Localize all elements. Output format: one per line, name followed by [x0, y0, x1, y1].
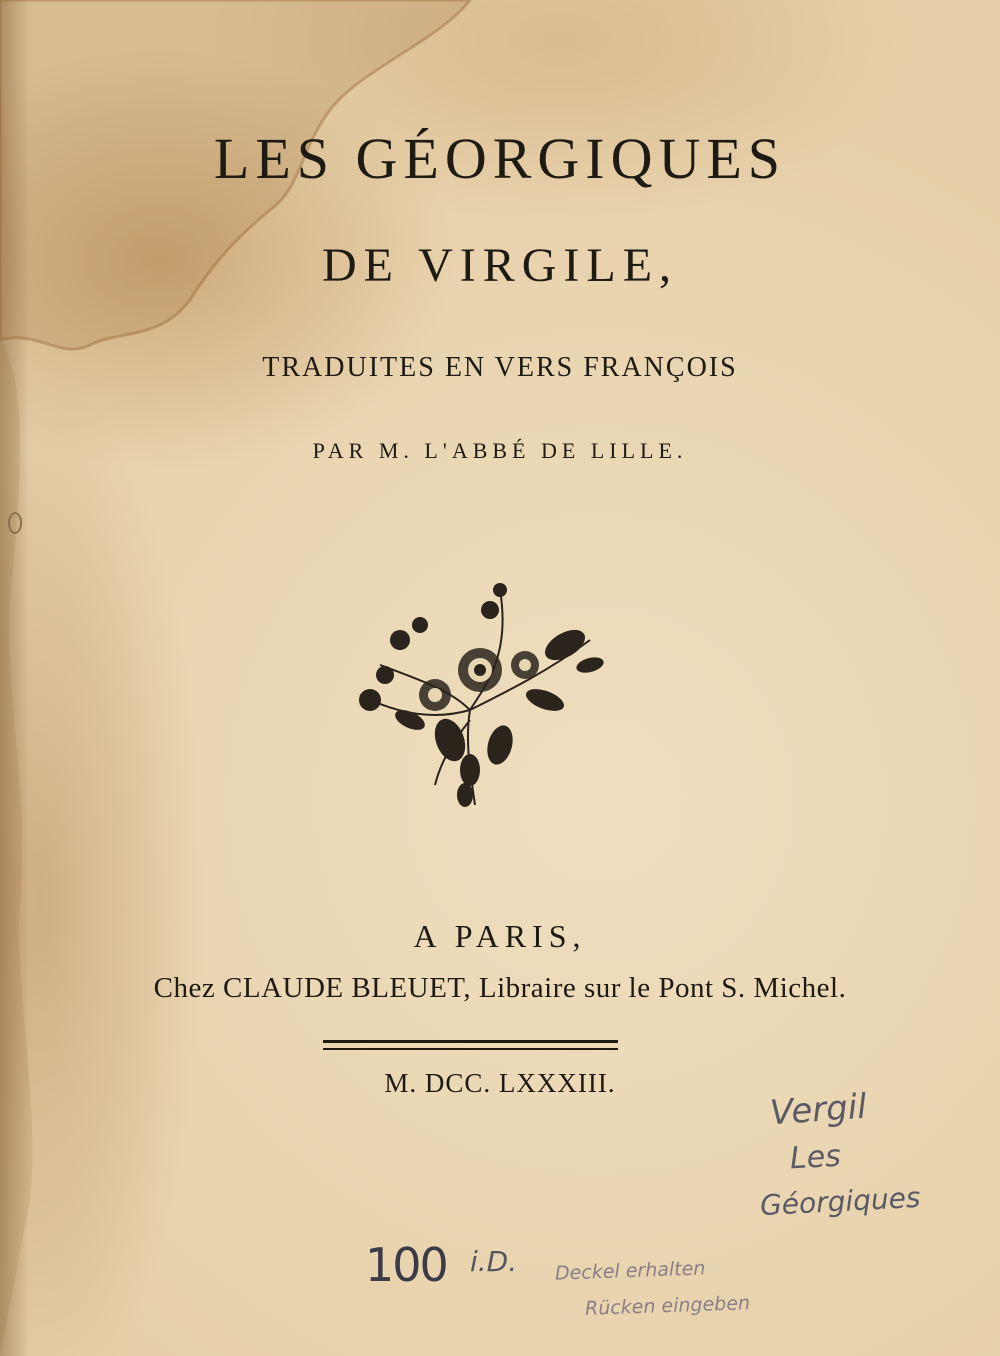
imprint-publisher: Chez CLAUDE BLEUET, Libraire sur le Pont S. Michel.: [153, 972, 847, 1004]
handwritten-condition-2: Rücken eingeben: [584, 1292, 751, 1320]
handwritten-abbrev: i.D.: [470, 1245, 518, 1278]
handwritten-author: Vergil: [768, 1086, 868, 1134]
author-line: PAR M. L'ABBÉ DE LILLE.: [312, 438, 688, 463]
handwritten-les: Les: [789, 1138, 842, 1177]
handwritten-number: 100: [365, 1238, 447, 1292]
margin-ring-mark: [8, 512, 22, 534]
flower-bouquet-vignette: [340, 570, 620, 820]
handwritten-condition-1: Deckel erhalten: [554, 1257, 706, 1285]
double-rule-bottom: [323, 1048, 618, 1050]
double-rule-top: [323, 1040, 618, 1043]
book-title: LES GÉORGIQUES: [213, 126, 787, 191]
book-subtitle: DE VIRGILE,: [321, 239, 679, 292]
handwritten-title: Géorgiques: [759, 1180, 922, 1223]
translation-line: TRADUITES EN VERS FRANÇOIS: [262, 352, 738, 383]
imprint-year: M. DCC. LXXXIII.: [384, 1068, 616, 1098]
imprint-place: A PARIS,: [413, 918, 587, 954]
